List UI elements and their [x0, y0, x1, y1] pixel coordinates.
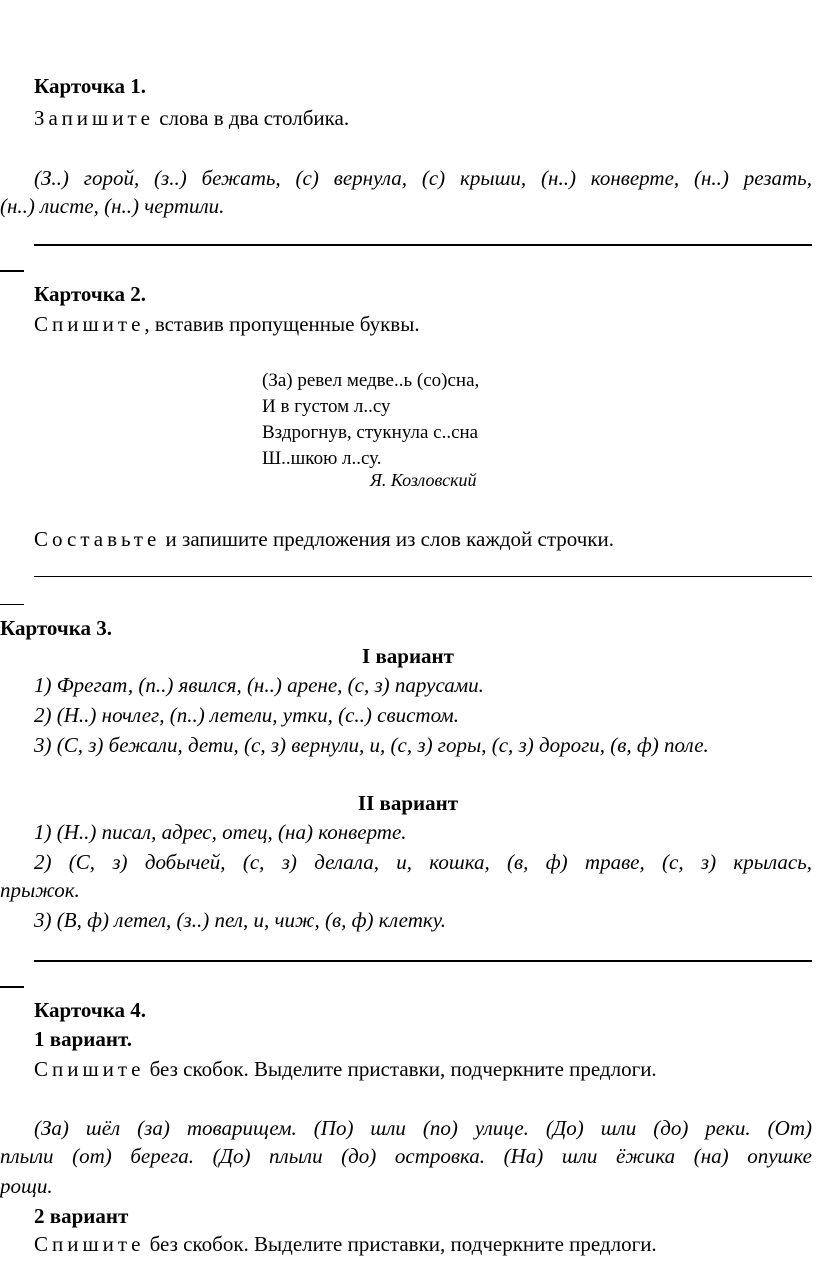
card3-title: Карточка 3. [0, 616, 112, 640]
card4-instruction2 [34, 1232, 657, 1257]
card3-v2-item: 3) (В, ф) летел, (з..) пел, и, чиж, (в, ф) клетку. [34, 908, 446, 932]
poem-line: И в густом л..су [262, 396, 391, 417]
card2-task [34, 527, 614, 552]
separator-1 [34, 244, 812, 246]
card1-instruction [34, 106, 349, 131]
card3-v1-item: 2) (Н..) ночлег, (п..) летели, утки, (с..) свистом. [34, 703, 459, 727]
card2-instruction [34, 312, 420, 337]
poem-line: Ш..шкою л..су. [262, 448, 382, 469]
separator-2 [34, 576, 812, 577]
card3-v1-item: 1) Фрегат, (п..) явился, (н..) арене, (с, з) парусами. [34, 673, 484, 697]
card1-instruction-word: Запишите [34, 106, 154, 130]
separator-3-stub [0, 986, 24, 988]
poem-line: Вздрогнув, стукнула с..сна [262, 422, 479, 443]
card2-poem [262, 368, 479, 472]
card1-instruction-rest: слова в два столбика. [159, 106, 350, 130]
separator-3 [34, 960, 812, 962]
separator-1-stub [0, 270, 24, 272]
card3-variant2-title: II вариант [357, 791, 459, 815]
card4-variant1: 1 вариант. [34, 1027, 132, 1051]
card3-v1-item: 3) (С, з) бежали, дети, (с, з) вернули, и, (с, з) горы, (с, з) дороги, (в, ф) поле. [34, 733, 709, 757]
poem-author: Я. Козловский [370, 470, 477, 490]
card4-text-line1: (За) шёл (за) товарищем. (По) шли (по) улице. (До) шли (до) реки. (От) [34, 1116, 812, 1140]
card2-task-word: Составьте [34, 527, 161, 551]
card4-text-line3: рощи. [0, 1174, 53, 1198]
card4-instruction2-rest: без скобок. Выделите приставки, подчеркните предлоги. [149, 1232, 657, 1256]
card2-instruction-word: Спишите [34, 312, 145, 336]
card1-title: Карточка 1. [34, 74, 146, 98]
card4-instruction-rest: без скобок. Выделите приставки, подчеркните предлоги. [149, 1057, 657, 1081]
separator-2-stub [0, 604, 24, 605]
card4-instruction [34, 1057, 657, 1082]
card2-title: Карточка 2. [34, 282, 146, 306]
card3-variant1-title: I вариант [362, 644, 454, 668]
card4-instruction-word: Спишите [34, 1057, 145, 1081]
card2-instruction-rest: , вставив пропущенные буквы. [144, 312, 420, 336]
card3-v2-item: 2) (С, з) добычей, (с, з) делала, и, кошка, (в, ф) траве, (с, з) крылась, [34, 850, 812, 874]
poem-line: (За) ревел медве..ь (со)сна, [262, 370, 480, 391]
card4-instruction2-word: Спишите [34, 1232, 145, 1256]
card4-text-line2: плыли (от) берега. (До) плыли (до) островка. (На) шли ёжика (на) опушке [0, 1144, 812, 1168]
card1-text-line1: (З..) горой, (з..) бежать, (с) вернула, (с) крыши, (н..) конверте, (н..) резать, [34, 166, 812, 190]
card4-variant2: 2 вариант [34, 1204, 129, 1228]
card4-title: Карточка 4. [34, 998, 146, 1022]
card2-task-rest: и запишите предложения из слов каждой строчки. [165, 527, 614, 551]
card3-v2-item-cont: прыжок. [0, 878, 80, 902]
card1-text-line2: (н..) листе, (н..) чертили. [0, 194, 225, 218]
card3-v2-item: 1) (Н..) писал, адрес, отец, (на) конверте. [34, 820, 407, 844]
